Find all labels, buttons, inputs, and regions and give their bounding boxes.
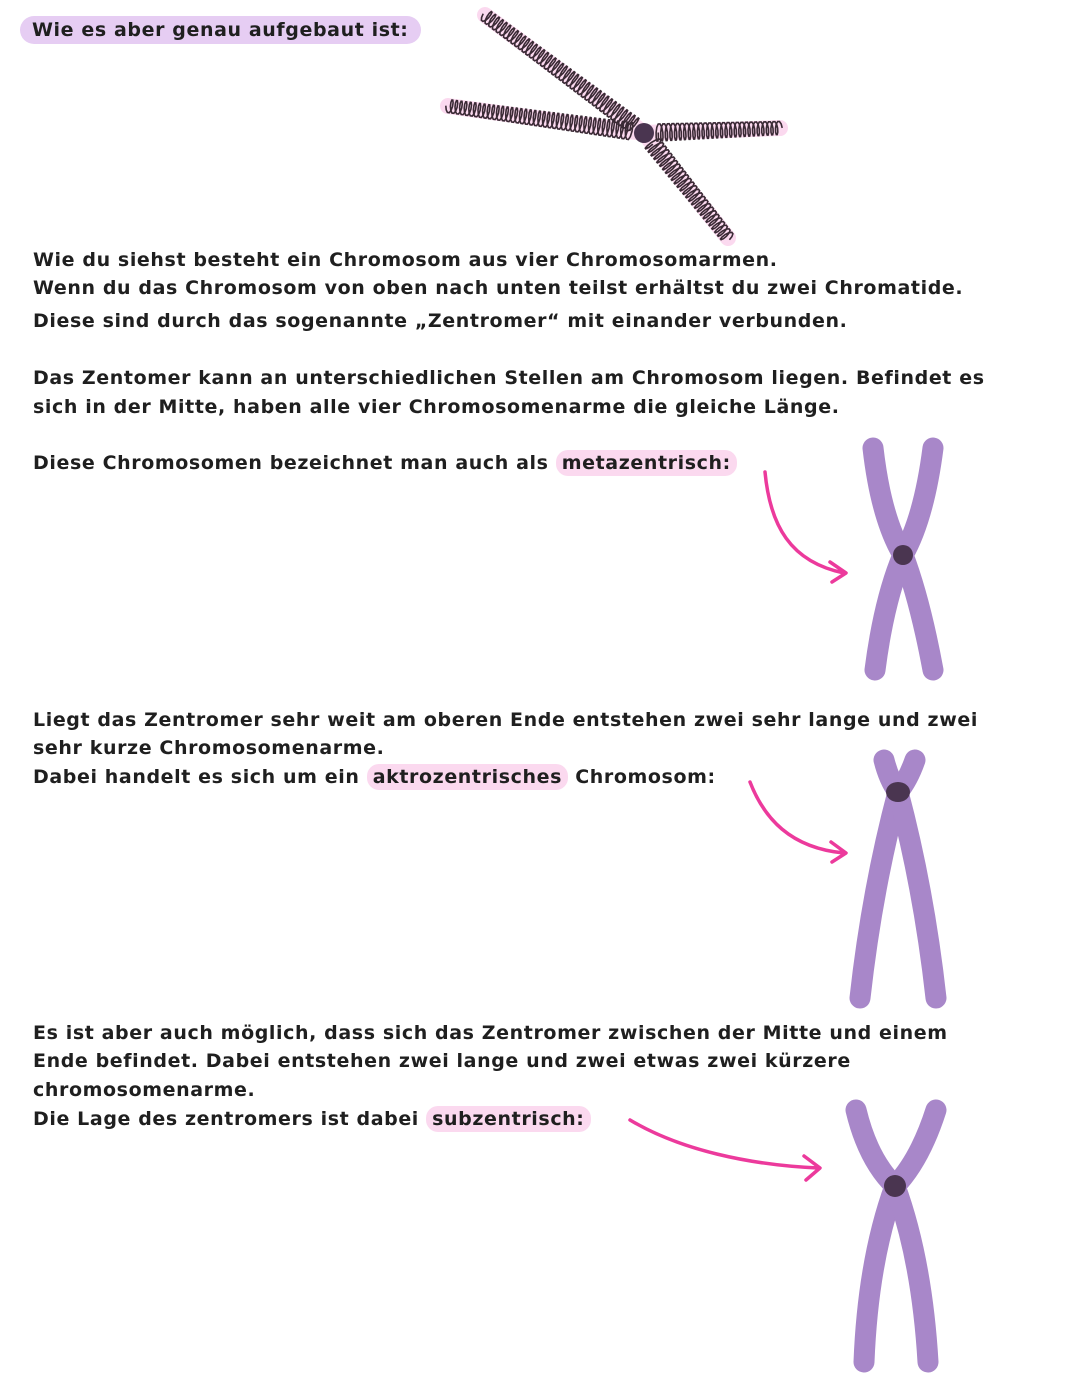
section3-line3-suffix: Chromosom: xyxy=(568,766,716,788)
centromere-metacentric xyxy=(893,545,913,565)
section4-line2: Ende befindet. Dabei entstehen zwei lange und zwei etwas zwei kürzere xyxy=(33,1050,851,1072)
section2-line1: Das Zentomer kann an unterschiedlichen Stellen am Chromosom liegen. Befindet es xyxy=(33,367,985,389)
metacentric-figure xyxy=(760,430,960,690)
arrow-metacentric xyxy=(765,472,846,582)
section1-line3: Diese sind durch das sogenannte „Zentromer“ mit einander verbunden. xyxy=(33,310,848,332)
section4-line3: chromosomenarme. xyxy=(33,1079,256,1101)
centromere-dot xyxy=(634,123,654,143)
section1-line1: Wie du siehst besteht ein Chromosom aus vier Chromosomarmen. xyxy=(33,249,778,271)
acrocentric-figure xyxy=(740,740,960,1020)
arrow-acrocentric xyxy=(750,782,846,862)
intro-heading-text: Wie es aber genau aufgebaut ist: xyxy=(20,16,421,44)
chromosome-submetacentric xyxy=(856,1110,936,1362)
section3-line1: Liegt das Zentromer sehr weit am oberen Ende entstehen zwei sehr lange und zwei xyxy=(33,709,978,731)
term-subzentrisch: subzentrisch: xyxy=(426,1106,590,1132)
section2-line3-prefix: Diese Chromosomen bezeichnet man auch als xyxy=(33,452,556,474)
section3-line2: sehr kurze Chromosomenarme. xyxy=(33,737,385,759)
section4-line4 xyxy=(33,1106,591,1132)
section2-line3 xyxy=(33,450,737,476)
arrow-submetacentric xyxy=(630,1120,820,1180)
coiled-chromosome-diagram xyxy=(430,0,810,250)
section3-line3 xyxy=(33,764,716,790)
term-aktrozentrisch: aktrozentrisches xyxy=(367,764,568,790)
section4-line1: Es ist aber auch möglich, dass sich das Zentromer zwischen der Mitte und einem xyxy=(33,1022,948,1044)
section3-line3-prefix: Dabei handelt es sich um ein xyxy=(33,766,367,788)
centromere-submetacentric xyxy=(884,1175,906,1197)
section1-line2: Wenn du das Chromosom von oben nach unten teilst erhältst du zwei Chromatide. xyxy=(33,277,964,299)
submetacentric-figure xyxy=(620,1090,980,1390)
centromere-acrocentric xyxy=(886,782,910,802)
section4-line4-prefix: Die Lage des zentromers ist dabei xyxy=(33,1108,427,1130)
section2-line2: sich in der Mitte, haben alle vier Chromosomenarme die gleiche Länge. xyxy=(33,396,840,418)
term-metazentrisch: metazentrisch: xyxy=(556,450,737,476)
intro-heading xyxy=(20,17,421,43)
